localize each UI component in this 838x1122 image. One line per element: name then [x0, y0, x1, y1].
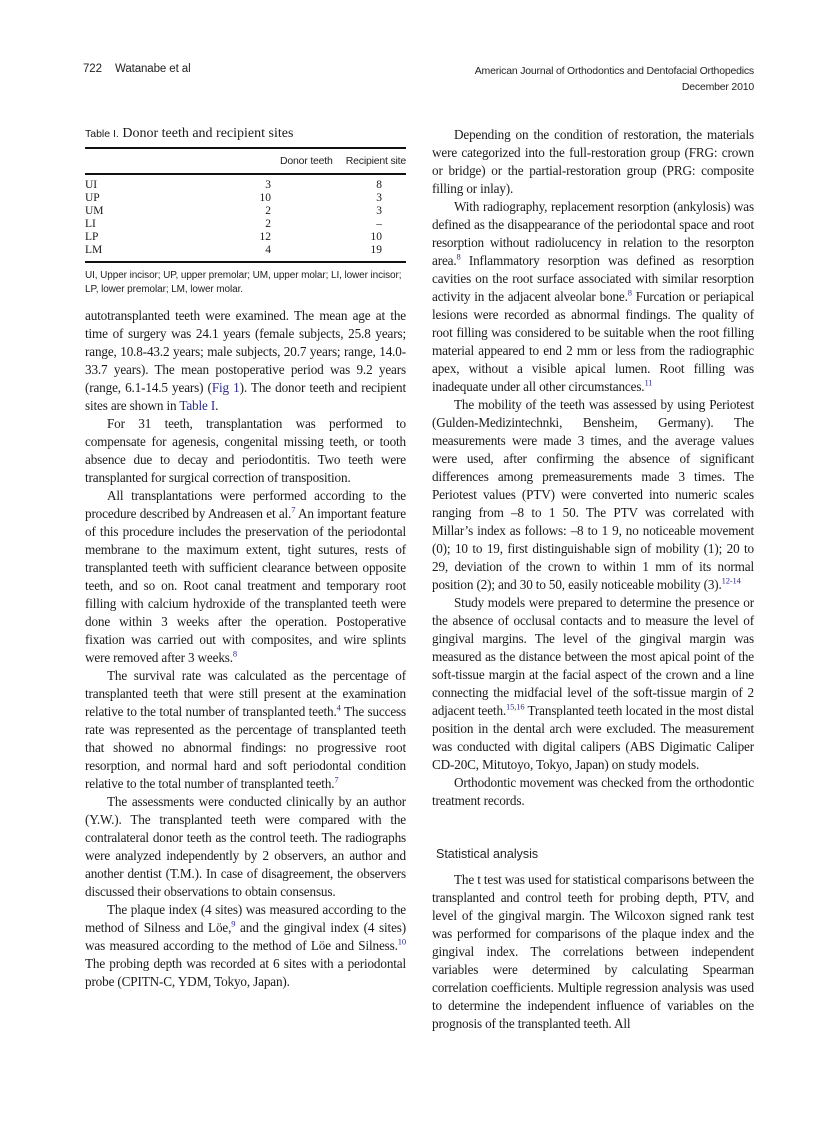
column-header-recipient: Recipient site [345, 155, 406, 167]
table-row [85, 192, 406, 205]
reference-link[interactable]: 8 [232, 648, 238, 659]
recipient-count: – [376, 218, 382, 230]
recipient-count: 8 [376, 179, 382, 191]
tooth-type: UI [85, 179, 98, 191]
left-column [85, 126, 406, 991]
text: Transplanted teeth located in the most distal position in the dental arch were excluded. The measurement was conducted with digital calipers (ABS Digimatic Caliper CD-20C, Mitutoyo, Tokyo, Japan) on study models. [432, 703, 755, 772]
table-title: Donor teeth and recipient sites [122, 126, 294, 141]
paragraph: Depending on the condition of restoration, the materials were categorized into the full-restoration group (FRG: crown or bridge) or the partial-restoration group (PRG: composite filling or inlay). [432, 127, 754, 196]
donor-recipient-table [85, 149, 406, 173]
tooth-type: LP [85, 231, 99, 243]
table-label: Table I. [85, 128, 119, 140]
table-caption [85, 126, 406, 142]
donor-count: 2 [265, 218, 271, 230]
paragraph [432, 198, 754, 396]
text: The mobility of the teeth was assessed by using Periotest (Gulden-Medizintechnki, Bensheim, Germany). The measurements were made 3 times, and the average values were used, after confirming the absence of significant differences among premeasurements made 3 times. The Periotest values (PTV) were converted into numeric scales ranging from –8 to 1 50. The PTV was correlated with Millar’s index as follows: –8 to 1 9, no noticeable movement (0); 10 to 19, first distinguishable sign of mobility (1); 20 to 29, deviation of the crown to within 1 mm of its normal position (2); and 30 to 50, easily noticeable mobility (3). [432, 397, 754, 592]
donor-count: 12 [259, 231, 271, 243]
table-bottom-rule [85, 261, 406, 263]
paragraph: Orthodontic movement was checked from the orthodontic treatment records. [432, 775, 754, 808]
paragraph [432, 594, 754, 774]
reference-link[interactable]: 10 [397, 936, 406, 947]
recipient-count: 19 [370, 244, 382, 256]
table-footnote: UI, Upper incisor; UP, upper premolar; UM, upper molar; LI, lower incisor; LP, lower premolar; LM, lower molar. [85, 270, 402, 295]
paragraph: For 31 teeth, transplantation was performed to compensate for agenesis, congenital missing teeth, or tooth absence due to decay and periodontitis. Two teeth were transplanted for surgical correction of transposition. [85, 416, 406, 485]
text: The survival rate was calculated as the percentage of transplanted teeth that were still present at the examination relative to the total number of transplanted teeth. [85, 668, 406, 719]
donor-count: 3 [265, 179, 271, 191]
text: An important feature of this procedure includes the preservation of the periodontal membrane to the maximum extent, tight sutures, rests of transplanted teeth with sufficient clearance between opposite teeth, and so on. Root canal treatment and temporary root filling with calcium hydroxide of the transplanted teeth were done within 3 weeks after the operation. Postoperative fixation was carried out with composites, and wire splints were removed after 3 weeks. [85, 506, 406, 665]
table-link[interactable]: Table I [179, 398, 216, 413]
table-row [85, 231, 406, 244]
text: The plaque index (4 sites) was measured according to the method of Silness and Löe, [85, 902, 406, 935]
table-row [85, 175, 406, 192]
figure-link[interactable]: Fig 1 [211, 380, 240, 395]
column-header-tooth [85, 149, 175, 173]
tooth-type: UP [85, 192, 100, 204]
paragraph [85, 667, 406, 793]
reference-link[interactable]: 15,16 [506, 701, 525, 712]
tooth-type: UM [85, 205, 104, 217]
table-header-row [85, 149, 406, 173]
recipient-count: 10 [370, 231, 382, 243]
paragraph [85, 487, 406, 667]
text: autotransplanted teeth were examined. The mean age at the time of surgery was 24.1 years (female subjects, 25.8 years; range, 10.8-43.2 years; male subjects, 20.7 years; range, 14.0-33.7 years). The mean postoperative period was 9.2 years (range, 6.1-14.5 years) ( [85, 308, 406, 395]
paragraph [432, 396, 754, 594]
table-row [85, 218, 406, 231]
text: ). The donor teeth and recipient sites are shown in [85, 380, 407, 413]
donor-count: 4 [265, 244, 271, 256]
right-column [432, 126, 754, 1033]
issue-date: December 2010 [681, 81, 754, 93]
tooth-type: LI [85, 218, 96, 230]
text: With radiography, replacement resorption (ankylosis) was defined as the disappearance of the periodontal space and root resorption without radiolucency in relation to the resorpton area. [432, 199, 754, 268]
text: The probing depth was recorded at 6 sites with a periodontal probe (CPITN-C, YDM, Tokyo, Japan). [85, 956, 406, 989]
recipient-count: 3 [376, 205, 382, 217]
reference-link[interactable]: 11 [644, 377, 653, 388]
donor-count: 2 [265, 205, 271, 217]
text: All transplantations were performed according to the procedure described by Andreasen et al. [85, 488, 406, 521]
tooth-type: LM [85, 244, 103, 256]
column-header-donor: Donor teeth [280, 155, 333, 167]
paragraph [85, 307, 406, 415]
reference-link[interactable]: 12-14 [721, 575, 741, 586]
text: The success rate was represented as the percentage of transplanted teeth that showed no abnormal findings: no progressive root resorption, and normal hard and soft periodontal condition relative to the total number of transplanted teeth. [85, 704, 406, 791]
paragraph: The assessments were conducted clinically by an author (Y.W.). The transplanted teeth were compared with the contralateral donor teeth as the control teeth. The radiographs were analyzed independently by 2 observers, an author and another dentist (T.M.). In case of disagreement, the observers discussed their observations to obtain consensus. [85, 794, 406, 899]
text: and the gingival index (4 sites) was measured according to the method of Löe and Silness. [85, 920, 406, 953]
reference-link[interactable]: 8 [456, 251, 461, 262]
reference-link[interactable]: 9 [231, 918, 236, 929]
running-header-left [83, 63, 191, 75]
running-author: Watanabe et al [115, 63, 191, 75]
recipient-count: 3 [376, 192, 382, 204]
reference-link[interactable]: 7 [291, 504, 296, 515]
page-number: 722 [83, 63, 102, 75]
reference-link[interactable]: 7 [334, 774, 339, 785]
reference-link[interactable]: 4 [336, 702, 341, 713]
text: Inflammatory resorption was defined as resorption cavities on the root surface associated with similar resorption activity in the adjacent alveolar bone. [432, 253, 754, 304]
table-body [85, 175, 406, 261]
paragraph [85, 901, 406, 991]
donor-count: 10 [259, 192, 271, 204]
paragraph: The t test was used for statistical comparisons between the transplanted and control teeth for probing depth, PTV, and level of the gingival margin. The Wilcoxon signed rank test was performed for comparisons of the plaque index and the gingival index. The correlations between independent variables were determined by calculating Spearman correlation coefficients. Multiple regression analysis was used to determine the independent influence of variables on the prognosis of the transplanted teeth. All [432, 872, 754, 1031]
section-heading: Statistical analysis [436, 847, 539, 861]
journal-title: American Journal of Orthodontics and Dentofacial Orthopedics [474, 65, 754, 77]
table-row [85, 244, 406, 261]
reference-link[interactable]: 8 [627, 287, 632, 298]
running-header-right [475, 63, 754, 95]
text: Furcation or periapical lesions were recorded as abnormal findings. The quality of root filling was considered to be suitable when the root filling material appeared to end 2 mm or less from the radiographic apex, without a visible apical lumen. Root filling was inadequate under all other circumstances. [432, 289, 754, 394]
text: Study models were prepared to determine the presence or the absence of occlusal contacts and to measure the level of gingival margins. The level of the gingival margin was measured as the distance between the most apical point of the soft-tissue margin at the facial aspect of the crown and a line connecting the midfacial level of the soft-tissue margin of 2 adjacent teeth. [432, 595, 754, 718]
table-row [85, 205, 406, 218]
text: . [215, 398, 219, 413]
